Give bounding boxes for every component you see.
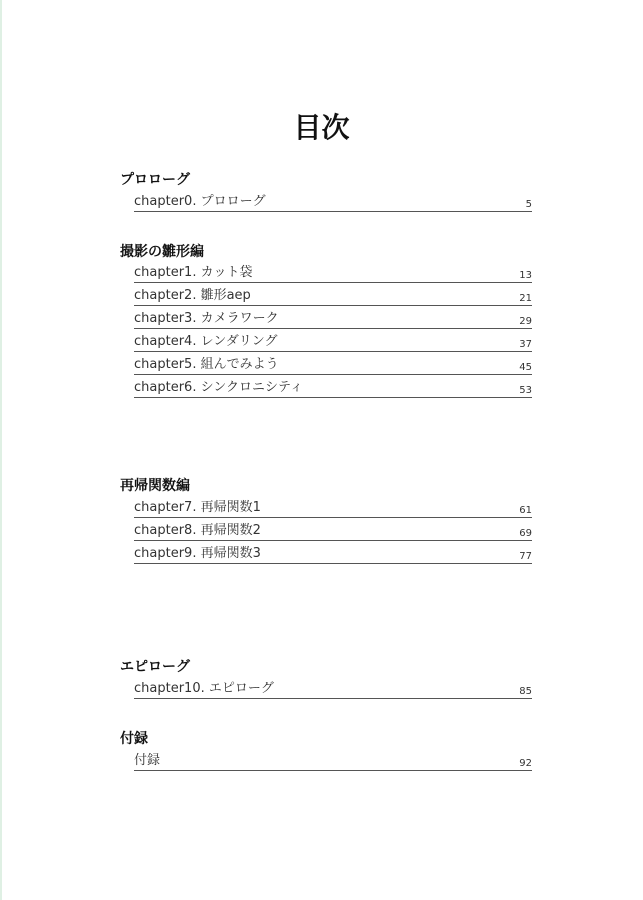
toc-entry[interactable] xyxy=(134,354,532,375)
toc-entry-page: 45 xyxy=(519,362,532,373)
toc-entry-page: 92 xyxy=(519,758,532,769)
toc-entry[interactable] xyxy=(134,520,532,541)
toc-entry[interactable] xyxy=(134,678,532,699)
toc-entry-label: chapter1. カット袋 xyxy=(134,265,253,280)
toc-entry[interactable] xyxy=(134,750,532,771)
toc-entry[interactable] xyxy=(134,191,532,212)
toc-entry-label: chapter6. シンクロニシティ xyxy=(134,380,303,395)
toc-entry-label: chapter9. 再帰関数3 xyxy=(134,546,261,561)
page-title: 目次 xyxy=(293,111,350,144)
toc-entry-label: chapter0. プロローグ xyxy=(134,194,266,209)
section-heading-recursion: 再帰関数編 xyxy=(120,478,190,494)
toc-entry[interactable] xyxy=(134,262,532,283)
toc-entry-label: chapter4. レンダリング xyxy=(134,334,278,349)
toc-entry[interactable] xyxy=(134,285,532,306)
toc-entry-page: 21 xyxy=(519,293,532,304)
toc-entry-label: chapter7. 再帰関数1 xyxy=(134,500,261,515)
toc-entry-page: 61 xyxy=(519,505,532,516)
toc-entry[interactable] xyxy=(134,308,532,329)
section-heading-epilogue: エピローグ xyxy=(120,659,190,675)
toc-entry-page: 37 xyxy=(519,339,532,350)
toc-entry-label: 付録 xyxy=(134,753,161,768)
toc-entry-page: 5 xyxy=(525,199,532,210)
toc-entry[interactable] xyxy=(134,331,532,352)
toc-entry[interactable] xyxy=(134,543,532,564)
toc-entry-label: chapter10. エピローグ xyxy=(134,681,274,696)
section-heading-appendix: 付録 xyxy=(120,731,148,747)
toc-entry-page: 53 xyxy=(519,385,532,396)
toc-entry-page: 29 xyxy=(519,316,532,327)
section-heading-template: 撮影の雛形編 xyxy=(120,244,204,260)
toc-entry-label: chapter8. 再帰関数2 xyxy=(134,523,261,538)
toc-entry-label: chapter2. 雛形aep xyxy=(134,288,251,303)
toc-entry[interactable] xyxy=(134,377,532,398)
section-heading-prologue: プロローグ xyxy=(120,172,190,188)
toc-entry-label: chapter5. 組んでみよう xyxy=(134,357,279,372)
toc-entry-page: 13 xyxy=(519,270,532,281)
toc-entry-page: 85 xyxy=(519,686,532,697)
toc-entry-page: 69 xyxy=(519,528,532,539)
toc-entry-page: 77 xyxy=(519,551,532,562)
toc-entry-label: chapter3. カメラワーク xyxy=(134,311,279,326)
toc-entry[interactable] xyxy=(134,497,532,518)
